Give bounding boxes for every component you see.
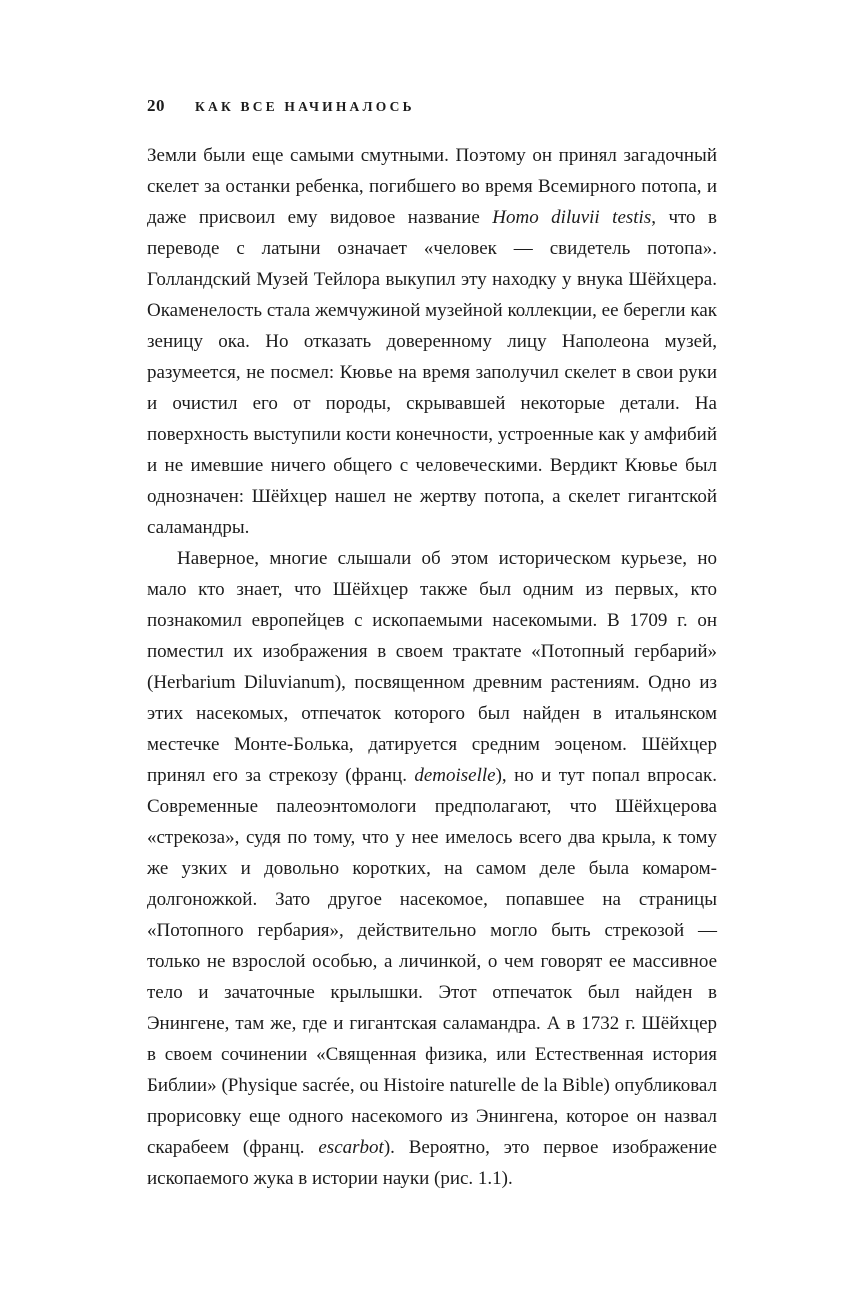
latin-species-name-italic: Homo diluvii testis	[492, 207, 652, 228]
text-run: , что в переводе с латыни означает «человек — свидетель потопа». Голландский Музей Тейлора выкупил эту находку у внука Шёйхцера. Окаменелость стала жемчужиной музейной коллекции, ее берегли как зеницу ока. Но отказать доверенному лицу Наполеона музей, разумеется, не посмел: Кювье на время заполучил скелет в свои руки и очистил его от породы, скрывавшей некоторые детали. На поверхность выступили кости конечности, устроенные как у амфибий и не имевшие ничего общего с человеческими. Вердикт Кювье был однозначен: Шёйхцер нашел не жертву потопа, а скелет гигантской саламандры.	[147, 207, 717, 538]
paragraph-2	[147, 543, 717, 1194]
page-header	[147, 96, 717, 116]
french-term-italic: escarbot	[318, 1137, 384, 1158]
french-term-italic: demoiselle	[414, 765, 496, 786]
text-run: ), но и тут попал впросак. Современные палеоэнтомологи предполагают, что Шёйхцерова «стрекоза», судя по тому, что у нее имелось всего два крыла, к тому же узких и довольно коротких, на самом деле была комаром-долгоножкой. Зато другое насекомое, попавшее на страницы «Потопного гербария», действительно могло быть стрекозой — только не взрослой особью, а личинкой, о чем говорят ее массивное тело и зачаточные крылышки. Этот отпечаток был найден в Энингене, там же, где и гигантская саламандра. А в 1732 г. Шёйхцер в своем сочинении «Священная физика, или Естественная история Библии» (Physique sacrée, ou Histoire naturelle de la Bible) опубликовал прорисовку еще одного насекомого из Энингена, которое он назвал скарабеем (франц.	[147, 765, 717, 1158]
paragraph-1	[147, 140, 717, 543]
running-head: КАК ВСЕ НАЧИНАЛОСЬ	[195, 99, 415, 114]
text-run: Наверное, многие слышали об этом историческом курьезе, но мало кто знает, что Шёйхцер также был одним из первых, кто познакомил европейцев с ископаемыми насекомыми. В 1709 г. он поместил их изображения в своем трактате «Потопный гербарий» (Herbarium Diluvianum), посвященном древним растениям. Одно из этих насекомых, отпечаток которого был найден в итальянском местечке Монте-Болька, датируется средним эоценом. Шёйхцер принял его за стрекозу (франц.	[147, 548, 717, 786]
text-run: Земли были еще самыми смутными. Поэтому он принял загадочный скелет за останки ребенка, погибшего во время Всемирного потопа, и даже присвоил ему видовое название	[147, 145, 717, 228]
text-block	[147, 140, 717, 1194]
page-number: 20	[147, 96, 165, 115]
text-run: ). Вероятно, это первое изображение ископаемого жука в истории науки (рис. 1.1).	[147, 1137, 717, 1189]
